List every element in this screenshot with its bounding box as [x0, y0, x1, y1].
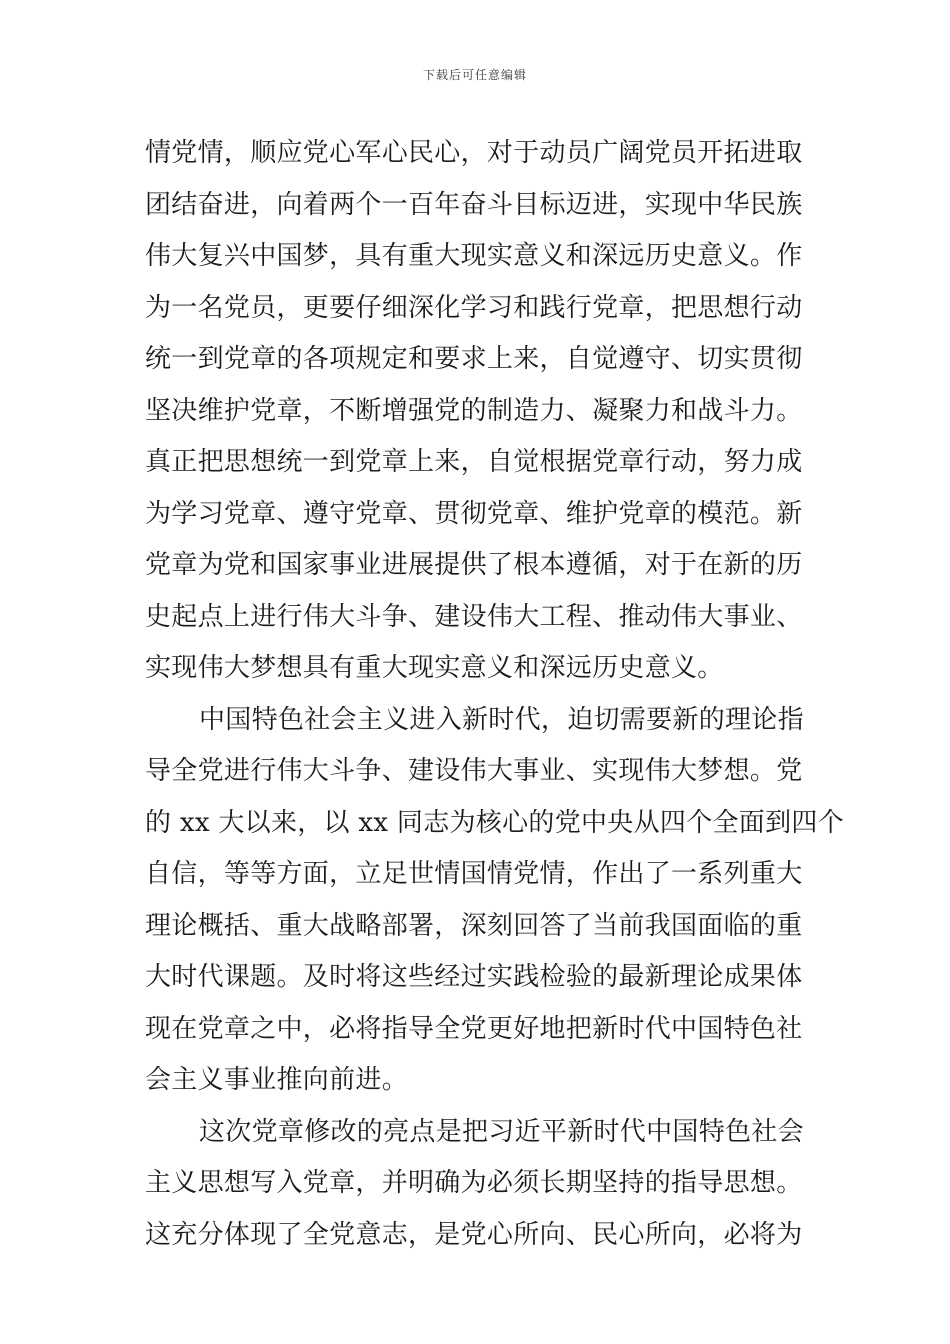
text-line: 大时代课题。及时将这些经过实践检验的最新理论成果体 [145, 962, 803, 992]
text-line: 导全党进行伟大斗争、建设伟大事业、实现伟大梦想。党 [145, 756, 803, 786]
text-line: 理论概括、重大战略部署，深刻回答了当前我国面临的重 [145, 910, 803, 941]
text-line: 这充分体现了全党意志，是党心所向、民心所向，必将为 [145, 1219, 803, 1250]
text-line: 为一名党员，更要仔细深化学习和践行党章，把思想行动 [145, 292, 803, 323]
paragraph-first-line: 中国特色社会主义进入新时代，迫切需要新的理论指 [199, 704, 804, 735]
text-line: 坚决维护党章，不断增强党的制造力、凝聚力和战斗力。 [145, 395, 803, 426]
text-line: 真正把思想统一到党章上来，自觉根据党章行动，努力成 [145, 447, 803, 477]
text-line: 党章为党和国家事业进展提供了根本遵循，对于在新的历 [145, 550, 803, 580]
text-line: 情党情，顺应党心军心民心，对于动员广阔党员开拓进取 [145, 138, 803, 168]
document-body [145, 128, 845, 1261]
text-line: 实现伟大梦想具有重大现实意义和深远历史意义。 [145, 653, 724, 683]
page-header-note: 下载后可任意编辑 [422, 68, 527, 82]
text-line: 史起点上进行伟大斗争、建设伟大工程、推动伟大事业、 [145, 601, 803, 632]
text-line: 自信，等等方面，立足世情国情党情，作出了一系列重大 [145, 859, 803, 889]
text-line: 现在党章之中，必将指导全党更好地把新时代中国特色社 [145, 1013, 803, 1044]
text-line: 主义思想写入党章，并明确为必须长期坚持的指导思想。 [145, 1168, 803, 1198]
text-line: 会主义事业推向前进。 [145, 1065, 409, 1095]
text-line: 为学习党章、遵守党章、贯彻党章、维护党章的模范。新 [145, 498, 803, 529]
text-line: 伟大复兴中国梦，具有重大现实意义和深远历史意义。作 [145, 241, 803, 271]
text-line: 统一到党章的各项规定和要求上来，自觉遵守、切实贯彻 [145, 344, 803, 374]
text-line: 团结奋进，向着两个一百年奋斗目标迈进，实现中华民族 [145, 189, 803, 220]
paragraph-first-line: 这次党章修改的亮点是把习近平新时代中国特色社会 [199, 1116, 804, 1147]
text-line: 的 xx 大以来，以 xx 同志为核心的党中央从四个全面到四个 [145, 807, 845, 838]
